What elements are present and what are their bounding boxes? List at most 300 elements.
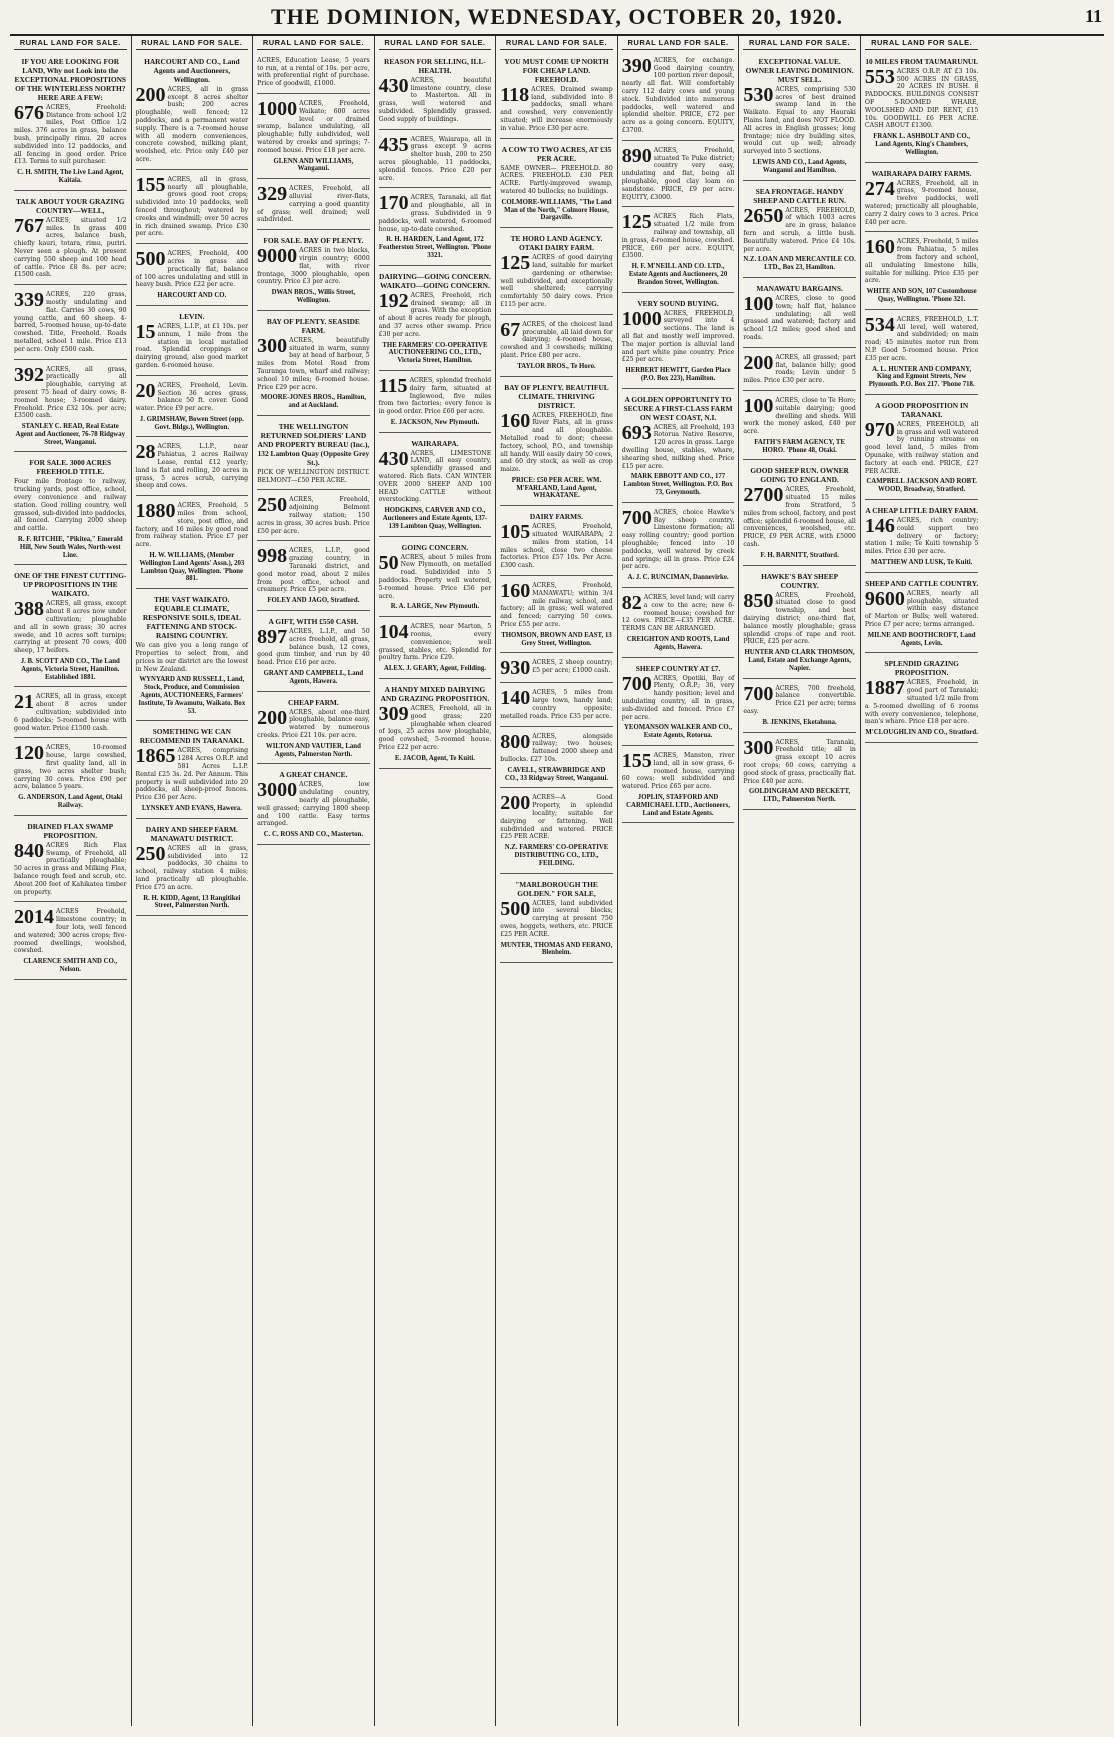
- ad-acreage-number: 530: [743, 83, 774, 106]
- ad-headline: SPLENDID GRAZING PROPOSITION.: [884, 659, 959, 678]
- classified-ad: [257, 313, 370, 416]
- ad-agent-signature: WYNYARD AND RUSSELL, Land, Stock, Produce, and Commission Agents, AUCTIONEERS, Farmers' Institute, Te Awamutu, Waikato. Box 53.: [138, 676, 246, 715]
- ad-body: ACRES, near Marton, 5 rooms, every convenience; well grassed, stables, etc. Splendid for poultry farm. Price £29.: [378, 623, 492, 662]
- classified-ad: [257, 766, 370, 845]
- classified-ad: [743, 568, 856, 679]
- ad-acreage-number: 2014: [14, 906, 54, 929]
- ad-agent-signature: C. C. ROSS AND CO., Masterton.: [263, 831, 364, 839]
- ad-acreage-number: 250: [257, 494, 288, 517]
- classified-ad: [622, 505, 735, 588]
- ad-headline: TALK ABOUT YOUR GRAZING COUNTRY—WELL,: [16, 196, 125, 215]
- ad-acreage-number: 21: [14, 691, 34, 714]
- ad-body: ACRES, FREEHOLD, surveyed into 4 sections. The land is all flat and mostly well improved. The major portion is alluvial land and part white pine country. Price £25 per acre.: [621, 309, 735, 364]
- ad-body: ACRES, land subdivided into several blocks; carrying at present 750 ewes, hoggets, wethers, etc. PRICE £25 PER ACRE.: [500, 899, 613, 938]
- classified-ad: [14, 818, 127, 903]
- ad-body: ACRES, all grass, except about 8 acres now under cultivation; ploughable and all in sown grass; 30 acres swede, and 10 acres soft turnips; carrying at present 70 cows, 400 sheep, 17 heifers.: [14, 600, 127, 655]
- classified-ad: [865, 655, 979, 743]
- classified-ad: [379, 373, 492, 433]
- ad-acreage-number: 309: [378, 703, 409, 726]
- ad-body: Four mile frontage to railway, trucking yards, post office, school, every convenience and railway station. Good rolling country, well grassed, sub-divided into paddocks, all fenced. Carrying 2000 sheep and cattle.: [14, 478, 127, 533]
- ad-agent-signature: CAVELL, STRAWBRIDGE AND CO., 33 Ridgway Street, Wanganui.: [504, 766, 609, 782]
- ad-agent-signature: TAYLOR BROS., Te Horo.: [517, 362, 596, 370]
- ad-body: ACRES, close to Te Horo; suitable dairying; good dwelling and sheds. Will work the money asked, £40 per acre.: [743, 396, 856, 436]
- ad-agent-signature: DWAN BROS., Willis Street, Wellington.: [271, 289, 356, 304]
- classified-ad: [500, 141, 613, 229]
- ad-headline: DAIRY AND SHEEP FARM. MANAWATU DISTRICT.: [145, 824, 238, 843]
- ad-body: ACRES, Freehold, Levin. Section 36 acres grass, balance 50 ft. cover. Good water. Price £9 per acre.: [135, 381, 249, 413]
- ad-headline: DRAINED FLAX SWAMP PROPOSITION.: [27, 821, 114, 840]
- ad-acreage-number: 390: [621, 54, 652, 77]
- ad-headline: DAIRY FARMS.: [529, 512, 584, 522]
- classified-columns: [10, 36, 1104, 1726]
- classified-ad: [500, 655, 613, 683]
- column-3: [253, 36, 375, 1726]
- ad-acreage-number: 250: [135, 842, 166, 865]
- ad-body: ACRES, 220 grass, mostly undulating and flat. Carries 30 cows, 90 young cattle, and 60 sheep. 4-barred, 5-roomed house, up-to-date cowshed. Title, Freehold. Roads metalled, school 1 mile. Price £13 per acre. Only £500 cash.: [14, 291, 127, 353]
- classified-ad: [14, 689, 127, 738]
- classified-ad: [622, 143, 735, 208]
- ad-agent-signature: R. H. KIDD, Agent, 13 Rangitikei Street, Palmerston North.: [143, 894, 241, 910]
- ad-body: ACRES, Taranaki, all flat and ploughable, all in grass. Subdivided in 9 paddocks, well watered, 6-roomed house, up-to-date cowshed.: [378, 194, 492, 233]
- ad-acreage-number: 700: [743, 682, 774, 705]
- classified-ad: [500, 790, 613, 873]
- classified-ad: [257, 96, 370, 179]
- column-4: [375, 36, 497, 1726]
- ad-acreage-number: 160: [864, 236, 895, 259]
- ad-acreage-number: 100: [743, 292, 774, 315]
- classified-ad: [622, 660, 735, 746]
- ad-body: ACRES of good dairying land, suitable for market gardening or otherwise; well subdivided, and exceptionally well sheltered; carrying comfortably 50 dairy cows. Price £115 per acre.: [500, 254, 613, 308]
- ad-body: ACRES, splendid freehold dairy farm, situated at Inglewood, five miles from two factories; every fence is in good order. Price £60 per acre.: [378, 376, 492, 416]
- ad-agent-signature: F. H. BARNITT, Stratford.: [760, 551, 839, 559]
- ad-body: ACRES, 2 sheep country; £5 per acre; £1000 cash.: [532, 659, 613, 675]
- classified-ad: [257, 613, 370, 692]
- classified-ad: [622, 748, 735, 823]
- classified-ad: [136, 723, 249, 818]
- classified-ad: [379, 190, 492, 265]
- ad-acreage-number: 274: [864, 177, 895, 200]
- classified-ad: [136, 308, 249, 376]
- ad-agent-signature: A. J. C. RUNCIMAN, Dannevirke.: [627, 574, 729, 582]
- ad-headline: HARCOURT AND CO., Land Agents and Auctioneers, Wellington.: [144, 56, 240, 84]
- ad-agent-signature: JOPLIN, STAFFORD AND CARMICHAEL LTD., Auctioneers, Land and Estate Agents.: [626, 793, 730, 817]
- ad-agent-signature: MARK EBBOTT AND CO., 177 Lambton Street, Wellington. P.O. Box 73, Greymouth.: [623, 473, 733, 497]
- ad-acreage-number: 553: [864, 65, 895, 88]
- ad-acreage-number: 1000: [621, 307, 662, 330]
- ad-agent-signature: E. JACKSON, New Plymouth.: [390, 418, 480, 426]
- classified-ad: [500, 578, 613, 653]
- classified-ad: [622, 209, 735, 292]
- ad-agent-signature: HARCOURT AND CO.: [157, 292, 227, 300]
- classified-ad: [14, 362, 127, 453]
- ad-body: ACRES, Waiarapa, all in grass except 9 acres shelter bush, 200 to 250 acres ploughable, 11 paddocks, splendid fences. Price £20 per acre.: [378, 135, 492, 182]
- ad-body: ACRES, Freehold, situated 15 miles from Stratford, 5 miles from school, factory, and post office; splendid 6-roomed house, all conveniences, woolshed, etc. PRICE, £9 PER ACRE, with £5000 cash.: [743, 486, 856, 549]
- column-2: [132, 36, 254, 1726]
- ad-acreage-number: 115: [378, 374, 408, 397]
- column-6: [618, 36, 740, 1726]
- ad-agent-signature: R. A. LARGE, New Plymouth.: [390, 603, 480, 611]
- ad-body: ACRES, Opotiki, Bay of Plenty, O.R.P.; 36, very handy position; level and undulating country, all in grass, sub-divided and fenced. Price £7 per acre.: [621, 674, 735, 721]
- ad-body: ACRES, about 5 miles from New Plymouth, on metalled road. Subdivided into 5 paddocks. Property well watered, 5-roomed house. Price £56 per acre.: [378, 553, 492, 600]
- classified-ad: [136, 821, 249, 916]
- classified-ad: [743, 681, 856, 733]
- ad-acreage-number: 146: [864, 515, 895, 538]
- ad-acreage-number: 890: [621, 144, 652, 167]
- ad-acreage-number: 388: [14, 598, 44, 621]
- ad-acreage-number: 850: [743, 589, 774, 612]
- ad-headline: DAIRYING—GOING CONCERN. WAIKATO—GOING CONCERN.: [379, 271, 491, 290]
- ad-acreage-number: 1865: [135, 745, 176, 768]
- column-8: [861, 36, 983, 1726]
- ad-body: ACRES, nearly all ploughable, situated within easy distance of Marton or Bulls; well watered. Price £7 per acre; terms arranged.: [864, 589, 979, 629]
- ad-agent-signature: LYNSKEY AND EVANS, Hawera.: [141, 804, 242, 812]
- ad-acreage-number: 676: [14, 101, 44, 124]
- ad-agent-signature: FOLEY AND JAGO, Stratford.: [267, 597, 360, 605]
- column-1: [10, 36, 132, 1726]
- ad-acreage-number: 125: [621, 211, 652, 234]
- ad-agent-signature: J. GRIMSHAW, Bowen Street (opp. Govt. Bldgs.), Wellington.: [139, 415, 244, 431]
- ad-body: ACRES all in grass, subdivided into 12 paddocks, 30 chains to school, railway station 4 miles; land practically all ploughable. Price £75 an acre.: [135, 844, 249, 891]
- ad-headline: A GIFT, WITH £550 CASH.: [268, 617, 359, 627]
- ad-body: ACRES, Education Lease, 5 years to run, at a rental of 10s. per acre, with preferential right of purchase. Price of goodwill, £1000.: [257, 56, 370, 88]
- ad-body: ACRES, Freehold, in good part of Taranaki; situated 1/2 mile from a 5-roomed dwelling of 6 rooms with every convenience, telephone, man's whare. Price £18 per acre.: [864, 679, 979, 726]
- ad-acreage-number: 800: [500, 730, 531, 753]
- ad-body: ACRES, Taranaki, Freehold title; all in grass except 10 acres root crops; 60 cows, carrying a good stock of grass, practically flat. Price £40 per acre.: [743, 738, 856, 785]
- ad-body: ACRES, 10-roomed house, large cowshed, first quality land, all in grass, two acres shelter bush; carrying 30 cows. Price £90 per acre, balance 5 years.: [14, 744, 127, 791]
- ad-agent-signature: THOMSON, BROWN AND EAST, 13 Grey Street, Wellington.: [501, 631, 612, 647]
- ad-acreage-number: 998: [257, 545, 288, 568]
- ad-acreage-number: 28: [135, 441, 156, 464]
- classified-ad: [379, 619, 492, 679]
- ad-body: ACRES, choice Hawke's Bay sheep country. Limestone formation; all easy rolling country; good portion ploughable; fenced into 10 paddocks, well watered by creek and springs; all in grass. Price £24 per acre.: [621, 508, 735, 571]
- ad-body: ACRES, rich country; could support two delivery or factory; station 1 mile; Te Kuiti township 5 miles. Price £30 per acre.: [864, 517, 979, 556]
- masthead: [10, 0, 1104, 36]
- ad-agent-signature: R. F. RITCHIE, "Pikitea," Emerald Hill, New South Wales, North-west Line.: [17, 536, 123, 559]
- ad-headline: WAIRARAPA DAIRY FARMS.: [871, 168, 972, 178]
- ad-acreage-number: 200: [743, 351, 774, 374]
- ad-acreage-number: 500: [500, 897, 531, 920]
- ad-body: ACRES, L.I.P., good grazing country, in Taranaki district, and good motor road, about 2 miles from post office, school and creamery. Price £5 per acre.: [257, 547, 370, 594]
- classified-ad: [257, 543, 370, 611]
- classified-ad: [622, 590, 735, 658]
- classified-ad: [865, 575, 979, 654]
- ad-acreage-number: 15: [135, 320, 156, 343]
- ad-body: ACRES, for exchange. Good dairying country, 100 portion river deposit, nearly all flat. Will comfortably carry 112 dairy cows and young stock. Subdivided into numerous paddocks, well watered and splendid shelter. PRICE, £72 per acre as a going concern. EQUITY, £3700.: [621, 56, 735, 134]
- column-heading: RURAL LAND FOR SALE.: [500, 36, 613, 50]
- ad-body: ACRES—A Good Property, in splendid locality; suitable for dairying or fattening. Well subdivided and watered. PRICE £25 PER ACRE.: [500, 794, 613, 841]
- ad-body: ACRES, low undulating country, nearly all ploughable, well grassed; carrying 1800 sheep and 100 cattle. Easy terms arranged.: [257, 781, 370, 828]
- ad-headline: 10 MILES FROM TAUMARUNUI.: [865, 56, 978, 66]
- classified-ad: [500, 876, 613, 964]
- ad-agent-signature: MILNE AND BOOTHCROFT, Land Agents, Levin.: [867, 631, 976, 647]
- ad-body: ACRES, FREEHOLD, of which 1003 acres are in grass, balance fern and scrub, a little bush. Beautifully watered. Price £4 10s. per acre.: [743, 206, 856, 253]
- ad-acreage-number: 100: [743, 394, 774, 417]
- ad-acreage-number: 9000: [257, 245, 298, 268]
- ad-acreage-number: 1880: [135, 500, 176, 523]
- page-number: 11: [1084, 6, 1102, 26]
- ad-acreage-number: 200: [135, 83, 166, 106]
- ad-acreage-number: 160: [500, 580, 531, 603]
- ad-acreage-number: 2700: [743, 484, 784, 507]
- ad-body: ACRES, Freehold, MANAWATU; within 3/4 mile railway, school, and factory; all in grass; well watered and fenced; carrying 50 cows. Price £55 per acre.: [500, 582, 613, 629]
- newspaper-title: THE DOMINION, WEDNESDAY, OCTOBER 20, 1920.: [271, 4, 843, 29]
- ad-agent-signature: THE FARMERS' CO-OPERATIVE AUCTIONEERING CO., LTD., Victoria Street, Hamilton.: [382, 341, 488, 365]
- ad-acreage-number: 20: [135, 379, 156, 402]
- classified-ad: [14, 740, 127, 815]
- ad-body: ACRES, all grassed; part flat, balance hilly; good roads; Levin under 5 miles. Price £30 per acre.: [743, 353, 856, 385]
- ad-headline: ONE OF THE FINEST CUTTING-UP PROPOSITIONS IN THE WAIKATO.: [14, 571, 127, 599]
- ad-acreage-number: 140: [500, 687, 531, 710]
- classified-ad: [743, 53, 856, 181]
- ad-acreage-number: 930: [500, 657, 531, 680]
- ad-headline: SHEEP COUNTRY AT £7.: [635, 663, 721, 673]
- ad-body: ACRES, FREEHOLD, fine River Flats, all in grass and all ploughable. Metalled road to door; cheese factory, school, P.O., and township all handy. Will easily dairy 50 cows, and 60 dry stock, as well as crop maize.: [500, 411, 613, 474]
- ad-headline: GOOD SHEEP RUN. OWNER GOING TO ENGLAND.: [750, 466, 849, 485]
- column-heading: RURAL LAND FOR SALE.: [379, 36, 492, 50]
- ad-headline: A GOOD PROPOSITION IN TARANAKI.: [875, 400, 969, 419]
- ad-agent-signature: CREIGHTON AND ROOTS, Land Agents, Hawera.: [626, 636, 730, 651]
- ad-agent-signature: HODGKINS, CARVER AND CO., Auctioneers and Estate Agents, 137-139 Lambton Quay, Wellington.: [382, 507, 488, 530]
- ad-acreage-number: 120: [14, 742, 44, 765]
- column-5: [496, 36, 618, 1726]
- classified-ad: [257, 694, 370, 765]
- ad-body: ACRES, Freehold, all in good grass; 220 ploughable when cleared of logs, 25 acres now ploughable, good cowshed, 5-roomed house. Price £22 per acre.: [378, 705, 492, 751]
- ad-agent-signature: MATTHEW AND LUSK, Te Kuiti.: [870, 559, 973, 567]
- ad-headline: BAY OF PLENTY. SEASIDE FARM.: [266, 316, 360, 335]
- ad-agent-signature: ALEX. J. GEARY, Agent, Feilding.: [383, 665, 486, 673]
- ad-agent-signature: M'CLOUGHLIN AND CO., Stratford.: [865, 729, 978, 737]
- ad-headline: "MARLBOROUGH THE GOLDEN." FOR SALE,: [515, 879, 598, 898]
- ad-agent-signature: E. JACOB, Agent, Te Kuiti.: [394, 754, 475, 762]
- ad-body: ACRES, Freehold, situated WAIRARAPA; 2 miles from station, 14 miles school, close two cheese factories. Price £57 10s. Per Acre. £300 cash.: [500, 523, 613, 570]
- ad-headline: GOING CONCERN.: [401, 542, 469, 552]
- ad-acreage-number: 700: [621, 506, 652, 529]
- classified-ad: [257, 181, 370, 230]
- ad-headline: A GREAT CHANCE.: [279, 770, 348, 780]
- classified-ad: [136, 172, 249, 244]
- classified-ad: [379, 539, 492, 618]
- classified-ad: [500, 230, 613, 315]
- classified-ad: [14, 567, 127, 687]
- classified-ad: [136, 378, 249, 438]
- classified-ad: [257, 53, 370, 94]
- ad-headline: A CHEAP LITTLE DAIRY FARM.: [865, 506, 978, 516]
- ad-acreage-number: 170: [378, 192, 409, 215]
- ad-agent-signature: GRANT AND CAMPBELL, Land Agents, Hawera.: [263, 670, 364, 685]
- classified-ad: [500, 685, 613, 726]
- ad-agent-signature: R. H. HARDEN, Land Agent, 172 Featherston Street, Wellington. 'Phone 3321.: [378, 236, 491, 259]
- classified-ad: [500, 53, 613, 139]
- ad-agent-signature: A. L. HUNTER AND COMPANY, King and Egmont Streets, New Plymouth. P.O. Box 217. 'Phone 718.: [868, 365, 975, 389]
- ad-body: ACRES, FREEHOLD, L.T. All level, well watered, and subdivided; on main road; 45 minutes motor run from N.P. Good 5-roomed house. Price £35 per acre.: [864, 315, 979, 362]
- ad-acreage-number: 1887: [864, 677, 905, 700]
- ad-acreage-number: 897: [257, 626, 288, 649]
- ad-body: ACRES, all Freehold, 193 Rotorua Native Reserve, 120 acres in grass. Large dwelling house, stables, whare, shearing shed, milking shed. Price £15 per acre.: [621, 423, 735, 470]
- column-heading: RURAL LAND FOR SALE.: [865, 36, 979, 50]
- ad-acreage-number: 430: [378, 74, 409, 97]
- ad-acreage-number: 435: [378, 133, 409, 156]
- ad-body: ACRES, all grass, practically all ploughable, carrying at present 75 head of dairy cows; 8-roomed house; 3-roomed dairy. Freehold. Price £32 10s. per acre; £3500 cash.: [14, 365, 127, 420]
- ad-acreage-number: 160: [500, 409, 531, 432]
- ad-body: ACRES, 700 freehold, balance convertible. Price £21 per acre; terms easy.: [743, 684, 856, 716]
- ad-acreage-number: 339: [14, 289, 44, 312]
- classified-ad: [743, 183, 856, 278]
- ad-headline: REASON FOR SELLING, ILL-HEALTH.: [384, 56, 486, 75]
- classified-ad: [257, 232, 370, 311]
- ad-body: ACRES, Freehold, rich drained swamp; all in grass. With the exception of about 8 acres ready for plough, and 37 acres other swamp. Price £30 per acre.: [378, 291, 492, 338]
- ad-acreage-number: 50: [378, 551, 399, 574]
- classified-ad: [136, 591, 249, 721]
- classified-ad: [136, 439, 249, 496]
- ad-acreage-number: 155: [621, 749, 652, 772]
- ad-acreage-number: 104: [378, 621, 409, 644]
- classified-ad: [379, 435, 492, 537]
- ad-body: ACRES, Freehold: Distance from school 1/2 miles, Post Office 1/2 miles. 376 acres in grass, balance bush, principally rimu. 20 acres subdivided into 12 paddocks, and all fencing in good order. Price £13. Terms to suit purchaser.: [14, 103, 127, 166]
- ad-body: ACRES, beautifully situated in warm, sunny bay at head of harbour, 5 miles from Motel Road from Tauranga town, wharf and railway; school 10 miles; 6-roomed house. Price £29 per acre.: [257, 336, 370, 391]
- classified-ad: [865, 53, 979, 163]
- ad-body: ACRES, Freehold, situated Te Puke district; country very easy, undulating and flat, being all ploughable, good clay loam on sandstone. PRICE, £9 per acre. EQUITY, £3000.: [621, 146, 735, 201]
- classified-ad: [500, 729, 613, 789]
- ad-acreage-number: 300: [257, 334, 288, 357]
- ad-agent-signature: PRICE: £50 PER ACRE. WM. M'FARLAND, Land Agent, WHAKATANE.: [511, 476, 602, 500]
- ad-body: ACRES, alongside railway; two houses; fattened 2000 sheep and bullocks. £27 10s.: [500, 732, 613, 764]
- classified-ad: [500, 379, 613, 507]
- ad-headline: A COW TO TWO ACRES, AT £35 PER ACRE.: [501, 144, 612, 163]
- ad-agent-signature: MUNTER, THOMAS AND FERANO, Blenheim.: [500, 941, 613, 957]
- ad-headline: IF YOU ARE LOOKING FOR LAND, Why not Look into the EXCEPTIONAL PROPOSITIONS OF THE WINTERLESS NORTH? HERE ARE A FEW:: [14, 56, 127, 102]
- ad-acreage-number: 67: [500, 318, 521, 341]
- ad-acreage-number: 118: [500, 83, 530, 106]
- ad-body: ACRES Rich Flax Swamp, of Freehold, all practically ploughable; 50 acres in grass and Milking Flax, balance rough feed and scrub, etc. About 200 feet of Kahikatea timber on property.: [14, 841, 127, 896]
- ad-agent-signature: G. ANDERSON, Land Agent, Otaki Railway.: [18, 794, 123, 809]
- ad-acreage-number: 767: [14, 214, 44, 237]
- ad-body: ACRES, all in grass, except about 8 acres under cultivation; subdivided into 6 paddocks; 5-roomed house with good water. Price £1500 cash.: [14, 693, 127, 732]
- ad-body: ACRES, all in grass except 8 acres shelter bush; 200 acres ploughable, well fenced; 12 paddocks, and a permanent water supply. There is a 7-roomed house with all modern conveniences, concrete cowshed, milking plant, woolshed, etc. Price only £40 per acre.: [135, 85, 249, 163]
- ad-acreage-number: 82: [621, 592, 642, 615]
- ad-body: ACRES. Drained swamp land, subdivided into 8 paddocks, small whare and cowshed, very conveniently situated; will increase enormously in value. Price £30 per acre.: [500, 85, 613, 132]
- ad-body: ACRES, Freehold, situated close to good township, and best dairying district; one-third flat, balance mostly ploughable; grass splendid crops of rape and root. PRICE, £25 per acre.: [743, 591, 856, 646]
- ad-acreage-number: 200: [257, 706, 288, 729]
- ad-headline: SEA FRONTAGE. HANDY SHEEP AND CATTLE RUN.: [753, 186, 846, 205]
- ad-agent-signature: N.Z. FARMERS' CO-OPERATIVE DISTRIBUTING CO., LTD., FEILDING.: [504, 844, 609, 867]
- ad-agent-signature: YEOMANSON WALKER AND CO., Estate Agents, Rotorua.: [624, 724, 733, 740]
- ad-agent-signature: HUNTER AND CLARK THOMSON, Land, Estate and Exchange Agents, Napier.: [744, 649, 855, 672]
- ad-body: ACRES, LIMESTONE LAND, all easy country, splendidly grassed and watered. Rich flats. CAN WINTER OVER 2000 SHEEP AND 100 HEAD CATTLE without overstocking.: [378, 449, 492, 504]
- ad-acreage-number: 9600: [864, 587, 905, 610]
- ad-agent-signature: WILTON AND VAUTIER, Land Agents, Palmerston North.: [265, 742, 361, 758]
- classified-ad: [743, 350, 856, 391]
- classified-ad: [379, 681, 492, 769]
- ad-body: ACRES, Freehold, 5 miles from school, store, post office, and factory, and 16 miles by good road from railway station. Price £7 per acre.: [135, 502, 249, 549]
- ad-body: ACRES, Freehold, 400 acres in grass and practically flat, balance of 100 acres undulating and still in heavy bush. Price £22 per acre.: [135, 250, 249, 289]
- ad-headline: WAIRARAPA.: [411, 438, 459, 448]
- ad-acreage-number: 392: [14, 363, 44, 386]
- ad-headline: THE WELLINGTON RETURNED SOLDIERS' LAND AND PROPERTY BUREAU (Inc.), 132 Lambton Quay (Opposite Grey St.).: [257, 421, 370, 467]
- ad-body: ACRES Rich Flats, situated 1/2 mile from railway and township, all in grass, 4-roomed house, cowshed. PRICE, £60 per acre. EQUITY, £3500.: [621, 213, 735, 260]
- ad-body: ACRES Freehold, limestone country; in four lots, well fenced and watered; 300 acres crops; five-roomed dwellings, woolshed, cowshed.: [14, 908, 127, 955]
- classified-ad: [379, 53, 492, 130]
- ad-acreage-number: 430: [378, 447, 409, 470]
- ad-body: ACRES, L.I.P., near Pahiatua, 2 acres Railway Lease, rental £12 yearly; land is flat and rolling, 20 acres in grass, 5 acres scrub, carrying sheep and cows.: [135, 443, 249, 490]
- ad-body: ACRES, 5 miles from large town, handy land; country opposite; metalled roads. Price £35 per acre.: [500, 689, 613, 720]
- ad-agent-signature: B. JENKINS, Eketahuna.: [762, 718, 837, 726]
- classified-ad: [622, 391, 735, 503]
- column-heading: RURAL LAND FOR SALE.: [622, 36, 735, 50]
- ad-headline: EXCEPTIONAL VALUE. OWNER LEAVING DOMINION. MUST SELL.: [745, 56, 854, 84]
- classified-ad: [14, 53, 127, 191]
- classified-ad: [14, 287, 127, 359]
- ad-acreage-number: 300: [743, 736, 774, 759]
- ad-agent-signature: COLMORE-WILLIAMS, "The Land Man of the North," Colmore House, Dargaville.: [501, 198, 612, 222]
- column-heading: RURAL LAND FOR SALE.: [257, 36, 370, 50]
- ad-headline: CHEAP FARM.: [287, 697, 339, 707]
- classified-ad: [14, 904, 127, 979]
- ad-agent-signature: HERBERT HEWITT, Garden Place (P.O. Box 223), Hamilton.: [625, 367, 731, 382]
- ad-acreage-number: 155: [135, 173, 166, 196]
- classified-ad: [865, 397, 979, 500]
- classified-ad: [622, 53, 735, 141]
- ad-body: ACRES, Freehold, all in grass, 9-roomed house, twelve paddocks, well watered; practically all ploughable, carry 2 dairy cows to 3 acres. Price £40 per acre.: [864, 179, 979, 226]
- ad-body: ACRES, about one-third ploughable, balance easy, watered by numerous creeks. Price £21 10s. per acre.: [257, 708, 370, 740]
- ad-acreage-number: 700: [621, 672, 652, 695]
- ad-headline: FOR SALE. 3000 ACRES FREEHOLD TITLE.: [29, 458, 112, 477]
- classified-ad: [743, 462, 856, 565]
- ad-headline: TE HORO LAND AGENCY. OTAKI DAIRY FARM.: [510, 234, 603, 253]
- ad-headline: SHEEP AND CATTLE COUNTRY.: [865, 578, 979, 588]
- ad-acreage-number: 534: [864, 313, 895, 336]
- classified-ad: [865, 312, 979, 395]
- ad-body: ACRES, Freehold, all alluvial river-flats, carrying a good quantity of grass; well drained; well subdivided.: [257, 185, 370, 224]
- ad-acreage-number: 329: [257, 183, 288, 206]
- ad-agent-signature: GLENN AND WILLIAMS, Wanganui.: [273, 157, 354, 173]
- ad-body: ACRES, L.I.P., at £1 10s. per annum, 1 mile from the station in local metalled road. Splendid croppings or dairying ground, also good market garden. 6-roomed house.: [135, 322, 249, 369]
- classified-ad: [500, 508, 613, 576]
- column-heading: RURAL LAND FOR SALE.: [136, 36, 249, 50]
- ad-agent-signature: FRANK L. ASHBOLT AND CO., Land Agents, King's Chambers, Wellington.: [873, 133, 971, 156]
- ad-body: ACRES, situated 1/2 miles. In grass 400 acres, balance bush, chiefly kauri, totara, rimu, puriri. Never seen a plough. At present carrying 550 sheep and 100 head of cattle. Price £8 8s. per acre; £1500 cash.: [14, 216, 127, 279]
- classified-ad: [500, 317, 613, 377]
- ad-agent-signature: STANLEY C. READ, Real Estate Agent and Auctioneer, 76-78 Ridgway Street, Wanganui.: [15, 423, 125, 446]
- classified-ad: [379, 268, 492, 371]
- ad-headline: YOU MUST COME UP NORTH FOR CHEAP LAND. FREEHOLD.: [504, 56, 609, 84]
- ad-acreage-number: 693: [621, 421, 652, 444]
- ad-body: ACRES, beautiful limestone country, close to Masterton. All in grass, well watered and subdivided. Splendidly grassed. Good supply of buildings.: [378, 76, 492, 123]
- ad-headline: VERY SOUND BUYING.: [637, 298, 719, 308]
- ad-headline: SOMETHING WE CAN RECOMMEND IN TARANAKI.: [139, 727, 244, 746]
- ad-body: ACRES, Freehold, 5 miles from Pahiatua, 5 miles from factory and school, all undulating limestone hills, suitable for milking. Price £35 per acre.: [864, 238, 979, 285]
- ad-acreage-number: 125: [500, 252, 531, 275]
- ad-headline: HAWKE'S BAY SHEEP COUNTRY.: [761, 571, 839, 590]
- ad-acreage-number: 840: [14, 839, 44, 862]
- ad-acreage-number: 3000: [257, 779, 298, 802]
- ad-headline: A HANDY MIXED DAIRYING AND GRAZING PROPOSITION.: [380, 685, 490, 704]
- classified-ad: [136, 53, 249, 170]
- ad-agent-signature: CLARENCE SMITH AND CO., Nelson.: [23, 958, 118, 973]
- ad-body: ACRES, Freehold, Waikato; 600 acres level or drained swamp, balance undulating, all ploughable; fully subdivided, well watered by creeks and springs; 7-roomed house. Price £18 per acre.: [257, 99, 370, 154]
- classified-ad: [743, 735, 856, 810]
- ad-agent-signature: C. H. SMITH, The Live Land Agent, Kaitaia.: [17, 169, 124, 184]
- ad-acreage-number: 1000: [257, 97, 298, 120]
- ad-agent-signature: CAMPBELL JACKSON AND ROBT. WOOD, Broadway, Stratford.: [866, 478, 977, 494]
- ad-headline: A GOLDEN OPPORTUNITY TO SECURE A FIRST-CLASS FARM ON WEST COAST, N.I.: [623, 394, 733, 422]
- ad-body: ACRES, Manston, river land, all in sow grass, 6-roomed house, carrying 60 cows; well subdivided and watered. Price £65 per acre.: [621, 751, 735, 791]
- ad-body: ACRES in two blocks, virgin country; 6000 flat, with river frontage, 3000 ploughable, open country. Price £3 per acre.: [257, 247, 370, 286]
- ad-body: ACRES, of the choicest land procurable, all laid down for dairying; 4-roomed house, cowshed and 3 cowsheds; milking plant. Price £80 per acre.: [500, 320, 613, 359]
- ad-agent-signature: N.Z. LOAN AND MERCANTILE CO. LTD., Box 23, Hamilton.: [743, 256, 856, 272]
- classified-ad: [622, 295, 735, 389]
- ad-body: ACRES, comprising 1284 Acres O.R.P. and 581 Acres L.I.P. Rental £25 3s. 2d. Per Annum. This property is well subdivided into 20 paddocks, all sheep-proof fences. Price £36 per Acre.: [135, 747, 249, 802]
- classified-ad: [136, 498, 249, 589]
